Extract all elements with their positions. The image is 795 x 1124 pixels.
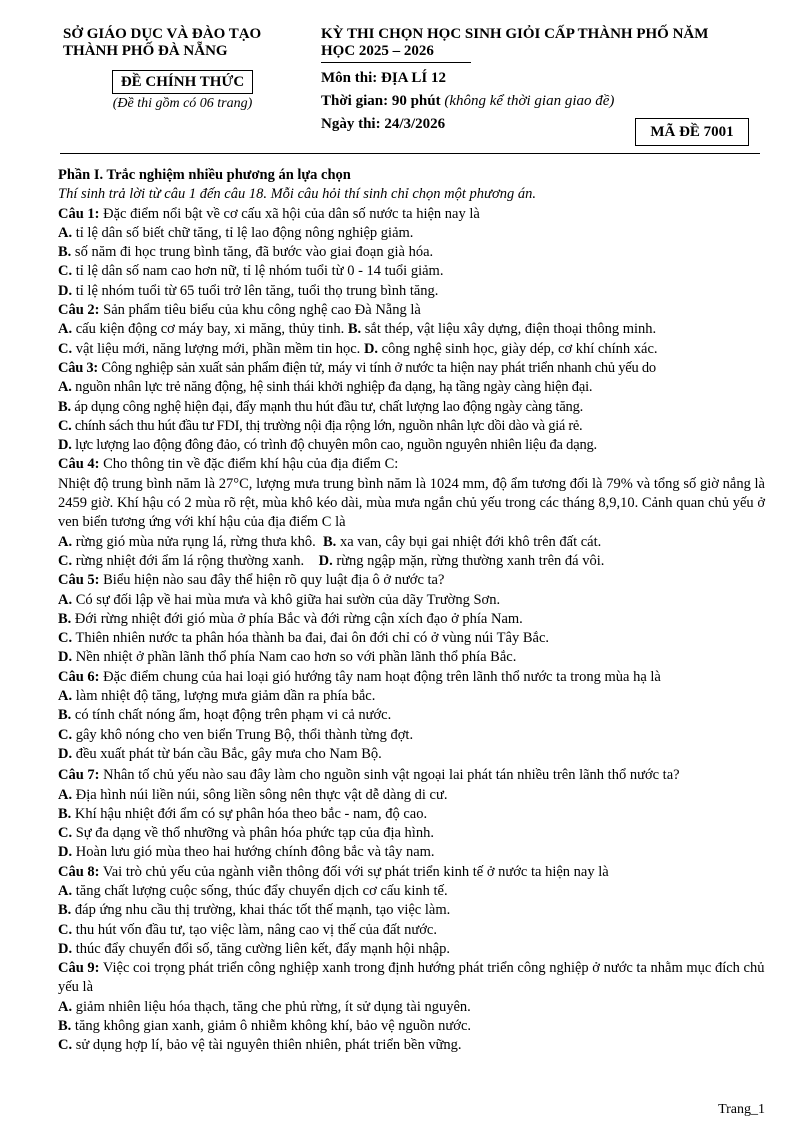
option-row-ab: A. rừng gió mùa nửa rụng lá, rừng thưa khô. B. xa van, cây bụi gai nhiệt đới khô trên đất cát.	[58, 533, 602, 550]
title-underline	[321, 62, 471, 63]
question-2	[58, 301, 765, 320]
option-row-ab: A. cấu kiện động cơ máy bay, xi măng, thủy tinh. B. sắt thép, vật liệu xây dựng, điện thoại thông minh.	[58, 321, 657, 338]
exam-content	[58, 166, 765, 1056]
question-9	[58, 959, 765, 998]
question-text: Vai trò chủ yếu của ngành viễn thông đối với sự phát triển kinh tế ở nước ta hiện nay là	[102, 863, 609, 880]
option-b: B. Đới rừng nhiệt đới gió mùa ở phía Bắc và đới rừng cận xích đạo ở phía Nam.	[58, 610, 523, 627]
option-d: D. đều xuất phát từ bán cầu Bắc, gây mưa cho Nam Bộ.	[58, 745, 382, 762]
question-text: Sản phẩm tiêu biểu của khu công nghệ cao Đà Nẵng là	[103, 302, 421, 319]
option-c: C. tỉ lệ dân số nam cao hơn nữ, tỉ lệ nhóm tuổi từ 0 - 14 tuổi giảm.	[58, 263, 444, 280]
option-row-cd: C. rừng nhiệt đới ẩm lá rộng thường xanh. D. rừng ngập mặn, rừng thường xanh trên đá vôi.	[58, 552, 605, 569]
time-value: 90 phút	[391, 93, 441, 109]
option-b: B. có tính chất nóng ẩm, hoạt động trên phạm vi cả nước.	[58, 707, 392, 724]
subject-line	[321, 67, 761, 90]
option-b: B. đáp ứng nhu cầu thị trường, khai thác tốt thế mạnh, tạo việc làm.	[58, 902, 451, 919]
option-d: D. tỉ lệ nhóm tuổi từ 65 tuổi trở lên tăng, tuổi thọ trung bình tăng.	[58, 282, 439, 299]
option-a: A. Địa hình núi liền núi, sông liền sông nên thực vật dễ dàng di cư.	[58, 786, 448, 803]
question-6	[58, 668, 765, 687]
part-title: Phần I. Trắc nghiệm nhiều phương án lựa chọn	[58, 167, 351, 183]
question-1	[58, 205, 765, 224]
option-d: D. lực lượng lao động đông đảo, có trình độ chuyên môn cao, nguồn nguyên nhiên liệu đa dạng.	[58, 437, 597, 454]
page-number: Trang_1	[718, 1102, 765, 1117]
exam-title-line2: HỌC 2025 – 2026	[321, 43, 434, 59]
option-a: A. nguồn nhân lực trẻ năng động, hệ sinh thái khởi nghiệp đa dạng, hạ tầng ngày càng hiện đại.	[58, 379, 593, 396]
question-4-passage: Nhiệt độ trung bình năm là 27°C, lượng mưa trung bình năm là 1024 mm, độ ẩm tương đối là 79% và tổng số giờ nắng là 2459 giờ. Khí hậu có 2 mùa rõ rệt, mùa khô kéo dài, mùa mưa ngắn chủ yếu trong các tháng 8,9,10. Cảnh quan chủ yếu ở ven biển tương ứng với khí hậu của địa điểm C là	[58, 475, 765, 531]
option-d: D. thúc đẩy chuyển đổi số, tăng cường liên kết, đẩy mạnh hội nhập.	[58, 940, 451, 957]
question-text: Việc coi trọng phát triển công nghiệp xanh trong định hướng phát triển công nghiệp ở nước ta nhằm mục đích chủ yếu là	[58, 960, 765, 996]
question-text: Cho thông tin về đặc điểm khí hậu của địa điểm C:	[103, 456, 399, 473]
option-a: A. làm nhiệt độ tăng, lượng mưa giảm dần ra phía bắc.	[58, 688, 376, 705]
option-b: B. số năm đi học trung bình tăng, đã bước vào giai đoạn già hóa.	[58, 244, 434, 261]
time-note: (không kể thời gian giao đề)	[444, 93, 615, 109]
question-label: Câu 1:	[58, 205, 100, 222]
option-b: B. Khí hậu nhiệt đới ẩm có sự phân hóa theo bắc - nam, độ cao.	[58, 805, 428, 822]
question-5	[58, 571, 765, 590]
question-7	[58, 766, 765, 785]
org-name-line2: THÀNH PHỐ ĐÀ NẴNG	[63, 43, 228, 59]
option-c: C. Sự đa dạng về thổ nhưỡng và phân hóa phức tạp của địa hình.	[58, 825, 434, 842]
option-a: A. Có sự đối lập về hai mùa mưa và khô giữa hai sườn của dãy Trường Sơn.	[58, 591, 501, 608]
part-instruction: Thí sinh trả lời từ câu 1 đến câu 18. Mỗi câu hỏi thí sinh chỉ chọn một phương án.	[58, 186, 536, 203]
question-label: Câu 5:	[58, 572, 100, 589]
question-label: Câu 7:	[58, 767, 100, 784]
subject-value: ĐỊA LÍ 12	[381, 70, 447, 86]
time-line	[321, 90, 761, 113]
option-c: C. chính sách thu hút đầu tư FDI, thị trường nội địa rộng lớn, nguồn nhân lực dồi dào và giá rẻ.	[58, 417, 583, 434]
question-8	[58, 863, 765, 882]
header-left	[60, 26, 305, 112]
org-name-line1: SỞ GIÁO DỤC VÀ ĐÀO TẠO	[63, 26, 262, 42]
question-text: Đặc điểm nổi bật về cơ cấu xã hội của dân số nước ta hiện nay là	[103, 205, 480, 222]
option-a: A. tỉ lệ dân số biết chữ tăng, tỉ lệ lao động nông nghiệp giảm.	[58, 224, 414, 241]
option-c: C. thu hút vốn đầu tư, tạo việc làm, nâng cao vị thế của đất nước.	[58, 921, 437, 938]
pages-note: (Đề thi gồm có 06 trang)	[112, 96, 253, 111]
exam-code-box: MÃ ĐỀ 7001	[635, 118, 749, 146]
exam-title-line1: KỲ THI CHỌN HỌC SINH GIỎI CẤP THÀNH PHỐ NĂM	[321, 26, 709, 42]
question-label: Câu 8:	[58, 863, 100, 880]
option-d: D. Nền nhiệt ở phần lãnh thổ phía Nam cao hơn so với phần lãnh thổ phía Bắc.	[58, 649, 517, 666]
official-exam-box: ĐỀ CHÍNH THỨC	[112, 70, 253, 94]
option-row-cd: C. vật liệu mới, năng lượng mới, phần mềm tin học. D. công nghệ sinh học, giày dép, cơ khí chính xác.	[58, 340, 658, 357]
option-d: D. Hoàn lưu gió mùa theo hai hướng chính đông bắc và tây nam.	[58, 844, 435, 861]
option-c: C. gây khô nóng cho ven biển Trung Bộ, thổi thành từng đợt.	[58, 726, 414, 743]
option-a: A. tăng chất lượng cuộc sống, thúc đẩy chuyển dịch cơ cấu kinh tế.	[58, 882, 448, 899]
option-c: C. sử dụng hợp lí, bảo vệ tài nguyên thiên nhiên, phát triển bền vững.	[58, 1037, 462, 1054]
option-b: B. áp dụng công nghệ hiện đại, đẩy mạnh thu hút đầu tư, chất lượng lao động ngày càng tăng.	[58, 398, 584, 415]
question-label: Câu 4:	[58, 456, 100, 473]
question-label: Câu 9:	[58, 960, 100, 977]
question-text: Biểu hiện nào sau đây thể hiện rõ quy luật địa ô ở nước ta?	[103, 572, 445, 589]
question-label: Câu 6:	[58, 668, 100, 685]
question-text: Đặc điểm chung của hai loại gió hướng tây nam hoạt động trên lãnh thổ nước ta trong mùa hạ là	[103, 668, 661, 685]
question-text: Nhân tố chủ yếu nào sau đây làm cho nguồn sinh vật ngoại lai phát tán nhiều trên lãnh thổ nước ta?	[103, 767, 680, 784]
header-divider	[60, 153, 760, 154]
question-4	[58, 455, 765, 474]
time-label: Thời gian:	[321, 93, 389, 109]
question-3	[58, 359, 765, 378]
option-c: C. Thiên nhiên nước ta phân hóa thành ba đai, đai ôn đới chỉ có ở vùng núi Tây Bắc.	[58, 630, 550, 647]
option-b: B. tăng không gian xanh, giảm ô nhiễm không khí, bảo vệ nguồn nước.	[58, 1018, 472, 1035]
question-label: Câu 3:	[58, 359, 98, 376]
question-label: Câu 2:	[58, 302, 100, 319]
date-label: Ngày thi:	[321, 116, 381, 132]
question-text: Công nghiệp sản xuất sản phẩm điện tử, máy vi tính ở nước ta hiện nay phát triển nhanh chủ yếu do	[101, 359, 656, 376]
subject-label: Môn thi:	[321, 70, 378, 86]
date-value: 24/3/2026	[384, 116, 446, 132]
option-a: A. giảm nhiên liệu hóa thạch, tăng che phủ rừng, ít sử dụng tài nguyên.	[58, 998, 471, 1015]
